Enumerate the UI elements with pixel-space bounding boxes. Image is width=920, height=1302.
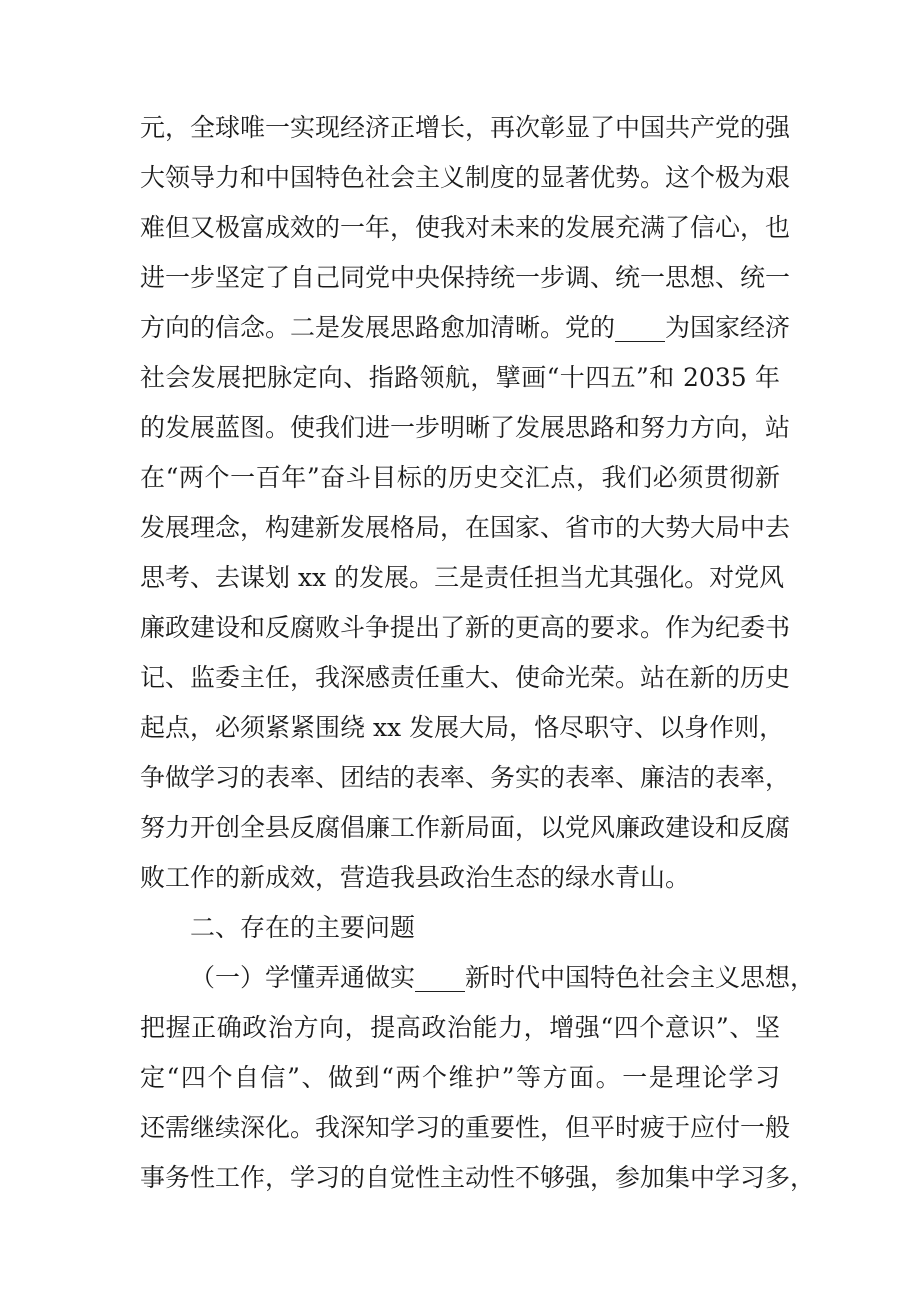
body-text-line: 事务性工作，学习的自觉性主动性不够强，参加集中学习多， [140, 1163, 816, 1192]
body-text-line: 努力开创全县反腐倡廉工作新局面，以党风廉政建设和反腐 [140, 813, 791, 842]
body-text-line: 思考、去谋划 xx 的发展。三是责任担当尤其强化。对党风 [140, 563, 785, 592]
body-text-line: 定“四个自信”、做到“两个维护”等方面。一是理论学习 [140, 1063, 780, 1092]
body-text-line: 记、监委主任，我深感责任重大、使命光荣。站在新的历史 [140, 663, 791, 692]
body-text-line: 争做学习的表率、团结的表率、务实的表率、廉洁的表率， [140, 763, 791, 792]
body-text-line: 还需继续深化。我深知学习的重要性，但平时疲于应付一般 [140, 1113, 791, 1142]
body-text-line: 的发展蓝图。使我们进一步明晰了发展思路和努力方向，站 [140, 413, 791, 442]
body-text-line: 进一步坚定了自己同党中央保持统一步调、统一思想、统一 [140, 263, 791, 292]
body-text-line: 廉政建设和反腐败斗争提出了新的更高的要求。作为纪委书 [140, 613, 791, 642]
body-text-line: 败工作的新成效，营造我县政治生态的绿水青山。 [140, 863, 691, 892]
body-text-line: 难但又极富成效的一年，使我对未来的发展充满了信心，也 [140, 213, 791, 242]
body-text-line: 社会发展把脉定向、指路领航，擘画“十四五”和 2035 年 [140, 363, 780, 392]
body-text-line: 元，全球唯一实现经济正增长，再次彰显了中国共产党的强 [140, 113, 791, 142]
body-text-line: 大领导力和中国特色社会主义制度的显著优势。这个极为艰 [140, 163, 791, 192]
body-text-line: 起点，必须紧紧围绕 xx 发展大局，恪尽职守、以身作则， [140, 713, 785, 742]
body-text-line: 在“两个一百年”奋斗目标的历史交汇点，我们必须贯彻新 [140, 463, 780, 492]
section-heading: 二、存在的主要问题 [190, 913, 416, 942]
body-text-line: 发展理念，构建新发展格局，在国家、省市的大势大局中去 [140, 513, 791, 542]
body-text-line: 把握正确政治方向，提高政治能力，增强“四个意识”、坚 [140, 1013, 780, 1042]
body-text-line: （一）学懂弄通做实____新时代中国特色社会主义思想， [190, 963, 816, 992]
body-text-line: 方向的信念。二是发展思路愈加清晰。党的____为国家经济 [140, 313, 791, 342]
